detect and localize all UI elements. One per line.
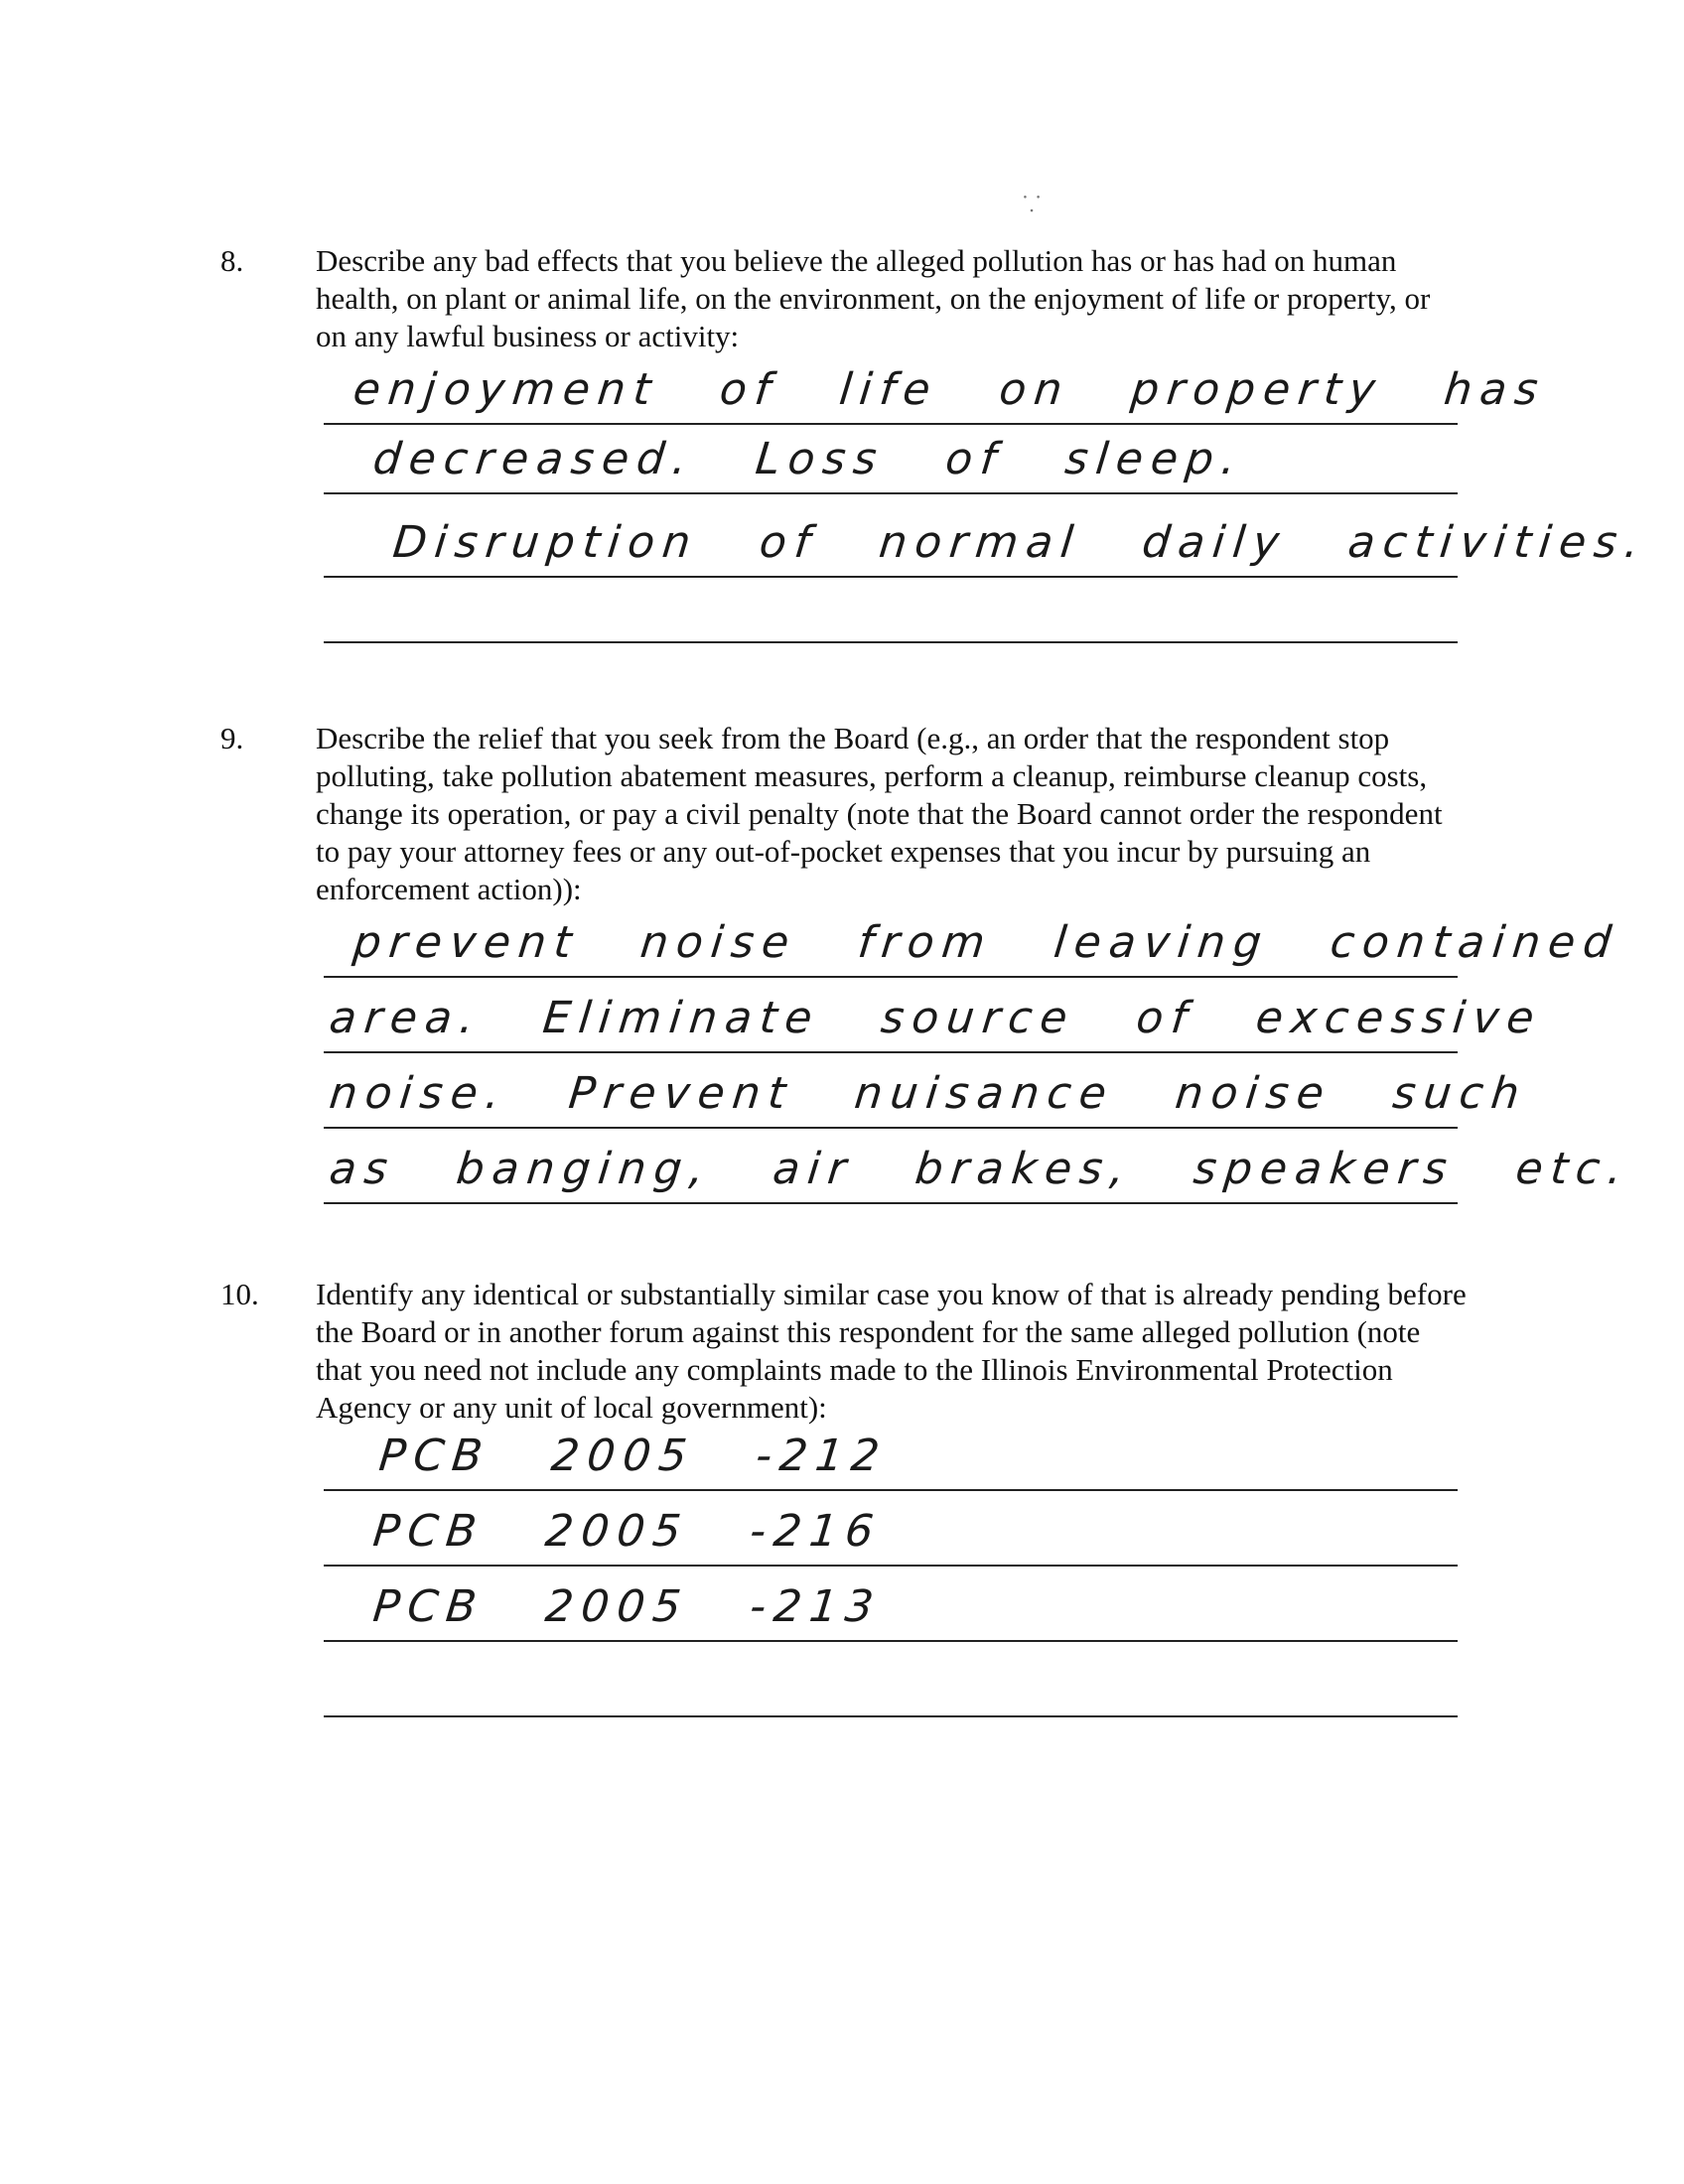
handwritten-answer: noise. Prevent nuisance noise such [327,1068,1530,1119]
scan-speck-mark: ⸪ [1023,193,1042,217]
answer-line [324,906,1622,978]
answer-line [324,1642,1458,1717]
answer-line [324,494,1649,578]
handwritten-answer: as banging, air brakes, speakers etc. [327,1144,1632,1194]
handwritten-answer: PCB 2005 -216 [370,1506,884,1557]
handwritten-answer: area. Eliminate source of excessive [327,993,1545,1043]
handwritten-answer: Disruption of normal daily activities. [390,517,1649,568]
answer-line [324,1567,1458,1642]
handwritten-answer: PCB 2005 -212 [376,1431,890,1481]
answer-line [324,1129,1632,1204]
question-text: Identify any identical or substantially similar case you know of that is already pending before the Board or in another forum against this respondent for the same alleged pollution (note that you need not include any complaints made to the Illinois Environmental Protection Agency or any unit of local government): [316,1277,1467,1425]
answer-lines [324,906,1632,1204]
question-text: Describe the relief that you seek from the Board (e.g., an order that the respondent stop polluting, take pollution abatement measures, perform a cleanup, reimburse cleanup costs, change its operation, or pay a civil penalty (note that the Board cannot order the respondent to pay your attorney fees or any out-of-pocket expenses that you incur by pursuing an enforcement action)): [316,721,1443,906]
answer-line [324,578,1458,643]
question-number: 10. [220,1277,259,1311]
handwritten-answer: PCB 2005 -213 [370,1581,884,1632]
answer-line [324,1053,1530,1129]
handwritten-answer: enjoyment of life on property has [351,364,1549,415]
question-number: 9. [220,721,244,755]
question-text: Describe any bad effects that you believe the alleged pollution has or has had on human health, on plant or animal life, on the environment, on the enjoyment of life or property, or on any lawful business or activity: [316,243,1431,353]
answer-line [324,1491,1458,1567]
answer-line [324,425,1458,494]
answer-line [324,978,1545,1053]
handwritten-answer: decreased. Loss of sleep. [370,434,1246,484]
answer-line [324,353,1549,425]
question-number: 8. [220,243,244,278]
answer-lines [324,1414,1458,1717]
answer-lines [324,353,1649,643]
answer-line [324,1414,1458,1491]
handwritten-answer: prevent noise from leaving contained [351,917,1622,968]
